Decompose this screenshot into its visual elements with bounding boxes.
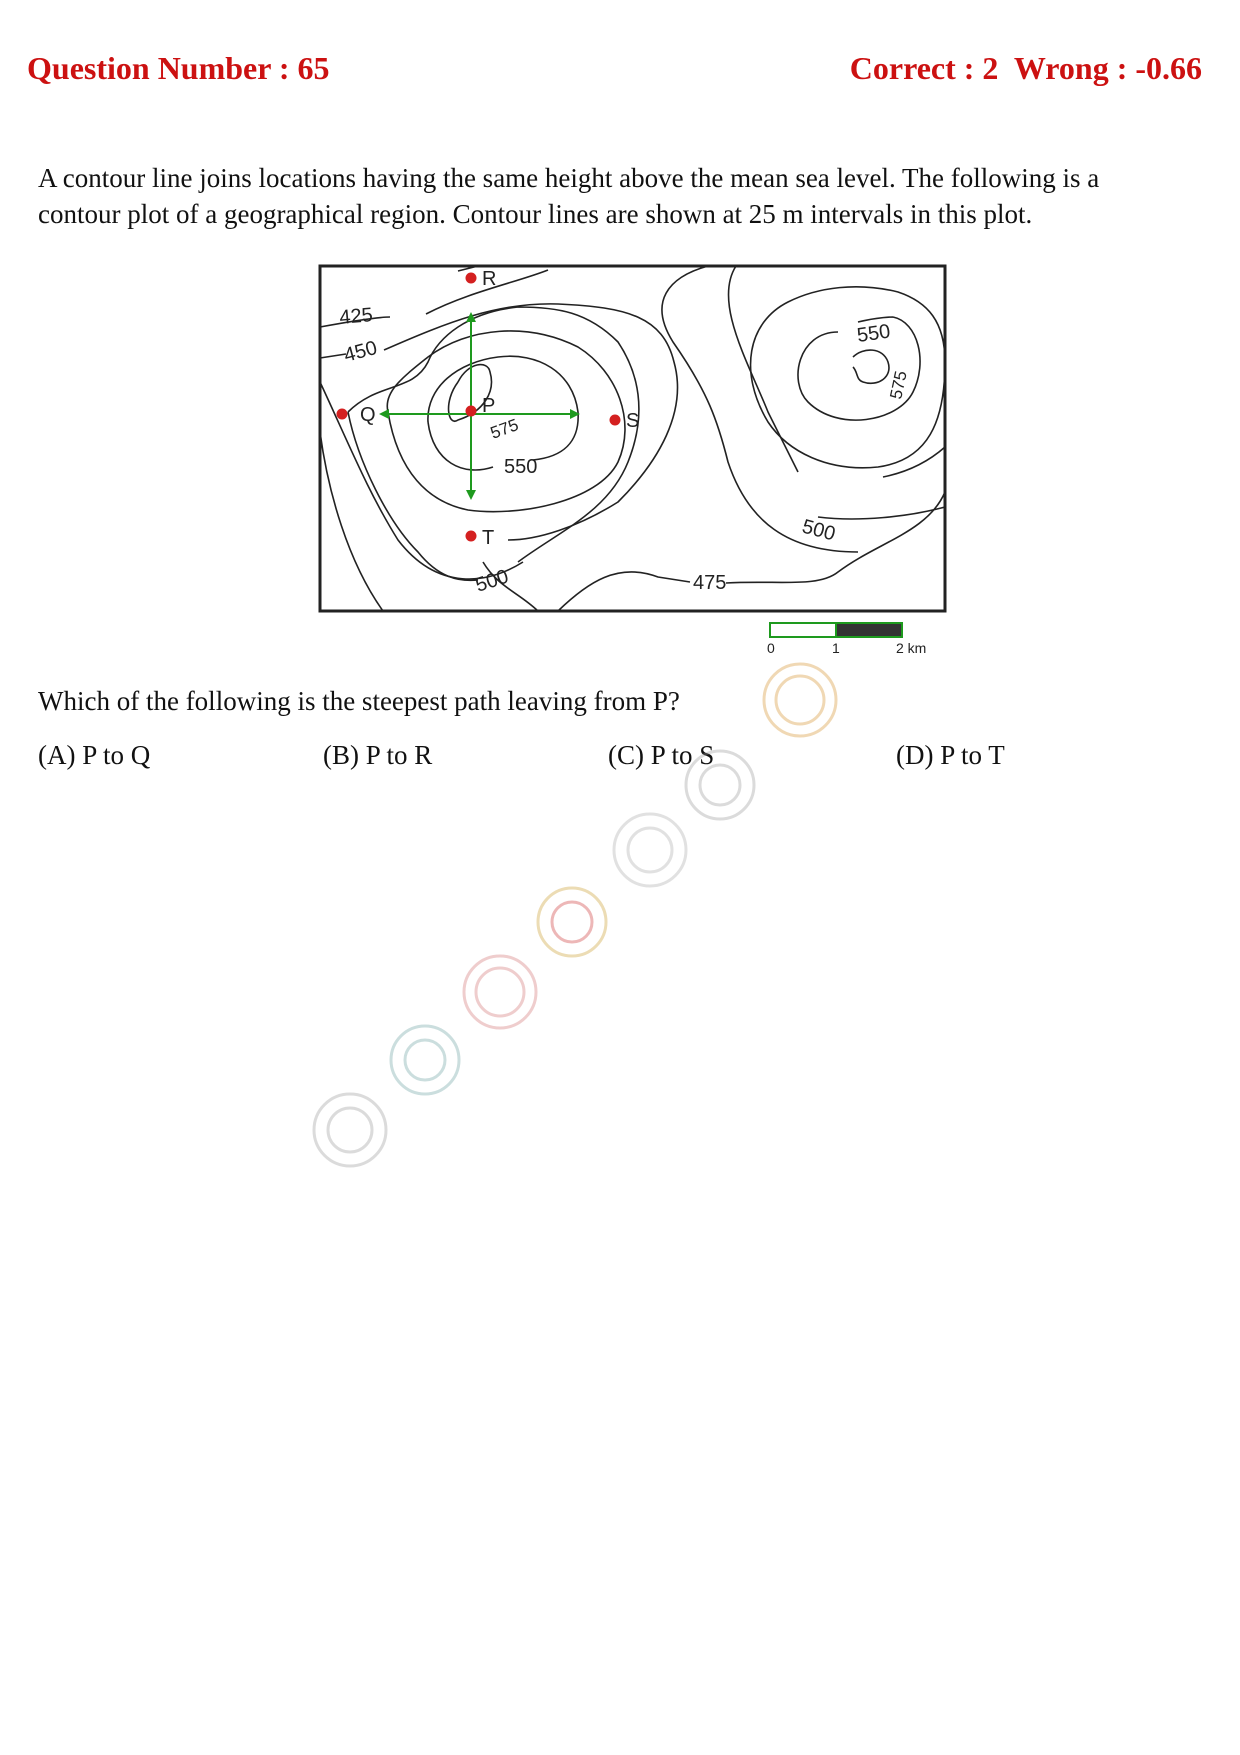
contour-label: 425	[338, 304, 374, 329]
contour-line-525-right	[751, 287, 945, 468]
option-letter: (B)	[323, 740, 359, 770]
contour-label: 550	[855, 320, 892, 347]
marking-scheme	[850, 50, 1202, 87]
point-label-s: S	[626, 410, 640, 432]
contour-line-575-right	[853, 350, 889, 383]
institute-seal-icon	[686, 751, 754, 819]
point-t	[466, 531, 477, 542]
institute-seal-icon	[538, 888, 606, 956]
institute-seal-icon	[391, 1026, 459, 1094]
stem-line-2: contour plot of a geographical region. Contour lines are shown at 25 m intervals in this plot.	[38, 199, 1033, 229]
option-text: P to R	[365, 740, 433, 770]
stem-line-1: A contour line joins locations having the same height above the mean sea level. The following is a	[38, 163, 1100, 193]
institute-seal-icon	[464, 956, 536, 1028]
contour-label: 500	[799, 515, 838, 546]
point-p	[466, 406, 477, 417]
point-label-t: T	[482, 527, 495, 549]
institute-seal-icon	[314, 1094, 386, 1166]
watermark-seals	[300, 600, 860, 1200]
contour-figure	[318, 262, 948, 654]
question-number: Question Number : 65	[27, 49, 330, 86]
option-text: P to T	[940, 740, 1005, 770]
option-text: P to Q	[82, 740, 151, 770]
contour-label: 500	[472, 565, 512, 597]
contour-plot	[318, 262, 948, 654]
point-label-q: Q	[360, 404, 376, 426]
point-s	[610, 415, 621, 426]
contour-line-500	[348, 266, 945, 580]
point-q	[337, 409, 348, 420]
contour-label: 575	[487, 415, 522, 443]
correct-marks: Correct : 2	[849, 49, 999, 86]
question-header	[27, 44, 1202, 92]
contour-label: 575	[886, 369, 911, 401]
contour-label: 450	[341, 336, 380, 367]
institute-seal-icon	[614, 814, 686, 886]
question-stem	[38, 160, 1213, 232]
option-letter: (A)	[38, 740, 76, 770]
scale-label-start: 0	[767, 640, 775, 654]
institute-seal-icon	[764, 664, 836, 736]
contour-line-475	[320, 266, 945, 611]
scale-label-end: 2 km	[896, 640, 927, 654]
point-label-r: R	[482, 268, 497, 290]
question-prompt: Which of the following is the steepest path leaving from P?	[38, 686, 680, 716]
option-letter: (D)	[896, 740, 934, 770]
option-text: P to S	[650, 740, 715, 770]
scale-label-mid: 1	[832, 640, 840, 654]
point-r	[466, 273, 477, 284]
option-letter: (C)	[608, 740, 644, 770]
point-label-p: P	[482, 395, 496, 417]
contour-label: 475	[693, 572, 727, 594]
option-d[interactable]	[896, 740, 1005, 771]
contour-label: 550	[504, 456, 538, 478]
option-a[interactable]	[38, 740, 150, 771]
plot-frame	[320, 266, 945, 611]
wrong-marks: Wrong : -0.66	[1013, 49, 1202, 86]
